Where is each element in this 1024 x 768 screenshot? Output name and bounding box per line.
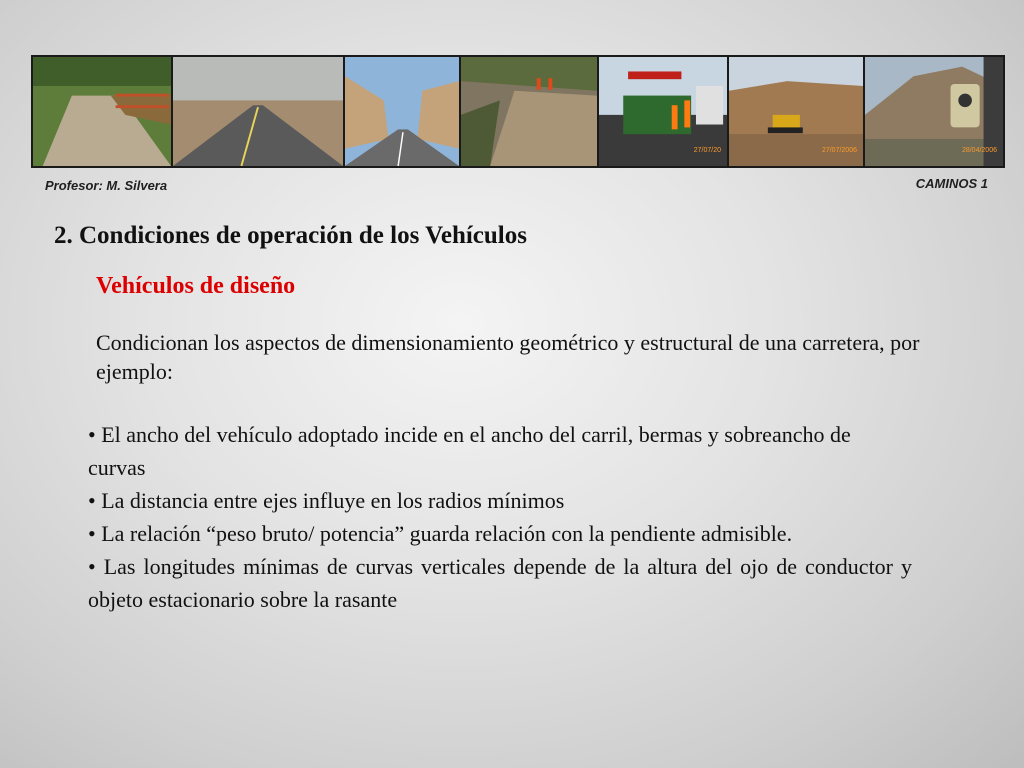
photo-highway-rock-cut xyxy=(343,55,461,168)
photo-desert-highway xyxy=(171,55,345,168)
photo-strip xyxy=(31,55,1005,168)
photo-date-stamp: 27/07/2006 xyxy=(821,147,857,154)
list-item: • La distancia entre ejes influye en los radios mínimos xyxy=(88,488,565,513)
list-item: • La relación “peso bruto/ potencia” guarda relación con la pendiente admisible. xyxy=(88,521,793,546)
professor-label: Profesor: M. Silvera xyxy=(45,178,168,193)
photo-mountain-road-workers xyxy=(459,55,599,168)
slide-title: 2. Condiciones de operación de los Vehículos xyxy=(54,222,527,249)
list-item: • Las longitudes mínimas de curvas verticales depende de la altura del ojo de conductor y objeto estacionario sobre la rasante xyxy=(88,554,912,612)
intro-paragraph: Condicionan los aspectos de dimensionamiento geométrico y estructural de una carretera, por ejemplo: xyxy=(96,330,920,384)
photo-survey-instrument xyxy=(863,55,1005,168)
slide-subtitle: Vehículos de diseño xyxy=(96,273,296,299)
photo-date-stamp: 27/07/20 xyxy=(693,147,721,154)
bullet-list xyxy=(88,418,912,616)
photo-rural-road-bridge xyxy=(31,55,173,168)
photo-earthworks-loader xyxy=(727,55,865,168)
photo-asphalt-paver xyxy=(597,55,729,168)
photo-date-stamp: 28/04/2006 xyxy=(961,147,997,154)
course-label: CAMINOS 1 xyxy=(915,176,988,191)
list-item: • El ancho del vehículo adoptado incide en el ancho del carril, bermas y sobreancho de curvas xyxy=(88,422,851,480)
